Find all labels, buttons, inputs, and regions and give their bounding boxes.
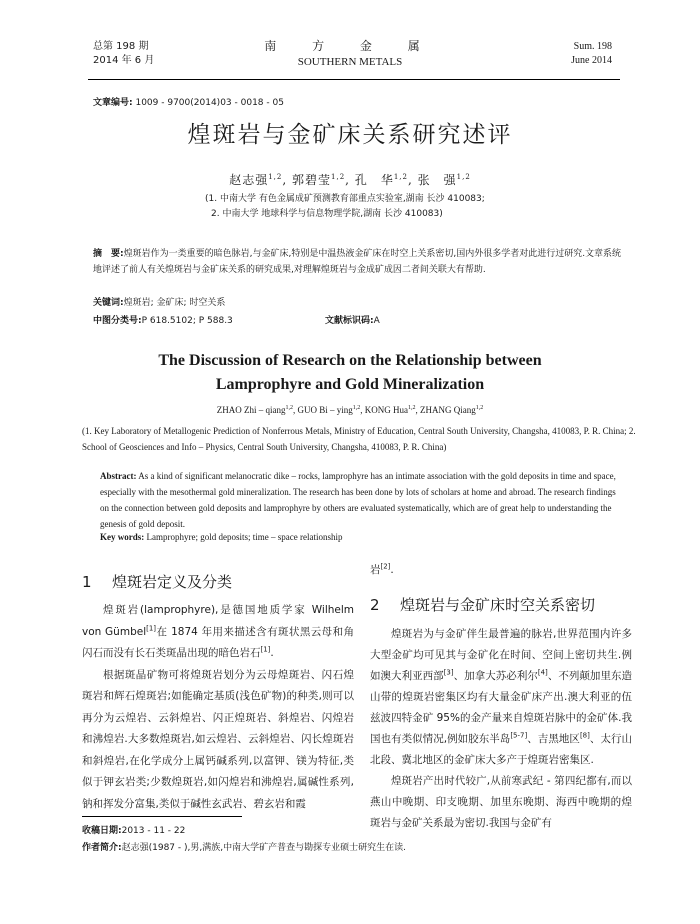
section-1-paragraph-2: 根据斑晶矿物可将煌斑岩划分为云母煌斑岩、闪石煌斑岩和辉石煌斑岩;如能确定基质(浅色矿物)的种类,则可以再分为云煌岩、云斜煌岩、闪正煌斑岩、斜煌岩、闪煌岩和沸煌岩.大多数煌斑岩,如云煌岩、云斜煌岩、闪长煌斑岩和斜煌岩,在化学成分上属钙碱系列,以富钾、镁为特征,类似于钾玄岩类;少数煌斑岩,如闪煌岩和沸煌岩,属碱性系列,钠和挥发分富集,类似于碱性玄武岩、碧玄岩和霞 <box>82 668 354 810</box>
author-affil-sup: 1,2 <box>456 173 471 181</box>
author-cn <box>418 173 471 187</box>
issue-number-en: Sum. 198 <box>573 41 612 52</box>
title-en <box>0 349 700 397</box>
keywords-cn-label: 关键词: <box>93 298 124 308</box>
paragraph-text: 、吉黑地区 <box>527 733 580 745</box>
affiliation-cn-1: (1. 中南大学 有色金属成矿预测教育部重点实验室,湖南 长沙 410083; <box>205 194 485 204</box>
paragraph-text: . <box>390 564 394 576</box>
author-affil-sup: 1,2 <box>475 405 484 411</box>
article-number <box>93 95 284 108</box>
author-name: 赵志强 <box>229 173 269 187</box>
author-cn <box>355 173 413 187</box>
author-name: ZHANG Qiang <box>420 405 476 415</box>
paragraph-text: 、太行山北段、冀北地区的金矿床大多产于煌斑岩密集区. <box>370 733 633 766</box>
author-bio-label: 作者简介: <box>82 843 122 853</box>
citation-ref: [1] <box>146 624 157 632</box>
author-bio <box>82 840 406 853</box>
abstract-en <box>100 468 620 532</box>
section-2-number: 2 <box>370 596 380 614</box>
author-name: KONG Hua <box>364 405 408 415</box>
author-sep: , <box>407 173 413 187</box>
author-bio-text: 赵志强(1987 - ),男,满族,中南大学矿产普查与勘探专业硕士研究生在读. <box>121 843 406 853</box>
citation-ref: [4] <box>537 668 548 677</box>
classification-label: 中图分类号: <box>93 316 142 326</box>
classification-number <box>93 313 233 326</box>
title-cn: 煌斑岩与金矿床关系研究述评 <box>187 122 513 148</box>
author-sep: , <box>415 405 420 415</box>
author-affil-sup: 1,2 <box>393 173 408 181</box>
author-name: 郭碧莹 <box>292 173 332 187</box>
section-1-title: 煌斑岩定义及分类 <box>112 573 233 591</box>
citation-ref: [2] <box>380 562 391 571</box>
author-name: 孔 华 <box>354 173 394 187</box>
paragraph-text: 煌斑岩为与金矿伴生最普遍的脉岩,世界范围内许多大型金矿均可见其与金矿化在时间、空间上密切共生.例如澳大利亚西部 <box>370 628 632 682</box>
header-divider <box>88 79 620 80</box>
author-affil-sup: 1,2 <box>408 405 416 411</box>
section-1-paragraph-1 <box>82 600 354 665</box>
author-en <box>297 405 364 415</box>
citation-ref: [1] <box>260 645 271 654</box>
right-column-continuation <box>370 562 394 577</box>
journal-issue-cn <box>93 40 154 68</box>
author-sep: , <box>360 405 365 415</box>
section-2-title: 煌斑岩与金矿床时空关系密切 <box>400 596 596 614</box>
affiliation-en: (1. Key Laboratory of Metallogenic Prediction of Nonferrous Metals, Ministry of Education, Central South University, Changsha, 410083, P. R. China; 2. School of Geosciences and Info – Physics, Central South University, Changsha, 410083, P. R. China) <box>82 426 636 452</box>
section-1-heading <box>82 571 232 592</box>
keywords-cn-text: 煌斑岩; 金矿床; 时空关系 <box>123 298 226 308</box>
paragraph-text: 岩 <box>370 564 381 576</box>
abstract-cn-text: 煌斑岩作为一类重要的暗色脉岩,与金矿床,特别是中温热液金矿床在时空上关系密切,国内外很多学者对此进行过研究.文章系统地评述了前人有关煌斑岩与金矿床关系的研究成果,对理解煌斑岩与金成矿成因二者间关联大有帮助. <box>93 249 622 275</box>
section-1-number: 1 <box>82 573 92 591</box>
left-column <box>82 600 354 815</box>
author-en <box>217 405 298 415</box>
keywords-en-label: Key words: <box>100 532 145 542</box>
authors-en <box>0 405 700 415</box>
author-affil-sup: 1,2 <box>285 405 293 411</box>
abstract-cn-label: 摘 要: <box>93 249 124 259</box>
authors-cn <box>0 171 700 188</box>
section-2-paragraph-1 <box>370 624 632 771</box>
paragraph-text: 、加拿大苏必利尔 <box>453 670 538 682</box>
received-date <box>82 823 185 836</box>
author-affil-sup: 1,2 <box>352 405 361 411</box>
abstract-en-label: Abstract: <box>100 471 137 481</box>
journal-name-cn: 南 方 金 属 <box>264 39 436 53</box>
section-2-paragraph-2: 煌斑岩产出时代较广,从前寒武纪 - 第四纪都有,而以燕山中晚期、印支晚期、加里东晚期、海西中晚期的煌斑岩与金矿关系最为密切.我国与金矿有 <box>370 775 632 829</box>
document-code <box>325 313 380 326</box>
affiliation-cn-2: 2. 中南大学 地球科学与信息物理学院,湖南 长沙 410083) <box>211 209 443 219</box>
author-cn <box>229 173 287 187</box>
keywords-en <box>100 532 342 542</box>
author-name: 张 强 <box>417 173 457 187</box>
author-cn <box>292 173 350 187</box>
citation-ref: [3] <box>443 668 454 677</box>
keywords-cn <box>93 295 225 308</box>
citation-ref: [5-7] <box>510 731 528 740</box>
keywords-en-text: Lamprophyre; gold deposits; time – space relationship <box>146 532 343 542</box>
abstract-en-text: As a kind of significant melanocratic dike – rocks, lamprophyre has an intimate association with the gold deposits in time and space, especially with the mesothermal gold mineralization. The research has been done by lots of scholars at home and abroad. The research findings on the connection between gold deposits and lamprophyre by others are evaluated systematically, which are of great help to understanding the genesis of gold deposit. <box>100 471 616 529</box>
right-column <box>370 624 632 834</box>
received-label: 收稿日期: <box>82 826 122 836</box>
journal-name <box>250 38 450 70</box>
paragraph-text: . <box>270 647 274 659</box>
citation-ref: [8] <box>579 731 590 740</box>
journal-issue-en <box>571 40 612 68</box>
author-name: ZHAO Zhi – qiang <box>216 405 286 415</box>
author-en <box>365 405 420 415</box>
affiliations-cn <box>205 192 485 222</box>
article-number-label: 文章编号: <box>93 98 133 108</box>
issue-date-cn: 2014 年 6 月 <box>93 55 155 66</box>
author-sep: , <box>282 173 288 187</box>
classification-value: P 618.5102; P 588.3 <box>141 316 233 326</box>
author-name: GUO Bi – ying <box>297 405 353 415</box>
document-code-label: 文献标识码: <box>325 316 374 326</box>
author-affil-sup: 1,2 <box>331 173 346 181</box>
paragraph-text: 在 1874 年用来描述含有斑状黑云母和角闪石而没有长石类斑晶出现的暗色岩石 <box>82 625 354 659</box>
author-sep: , <box>345 173 350 187</box>
author-sep: , <box>292 405 298 415</box>
title-en-line-2: Lamprophyre and Gold Mineralization <box>215 376 485 393</box>
paragraph-text: 煌斑岩(lamprophyre),是德国地质学家 Wilhelm von Gümbel <box>82 604 354 638</box>
article-number-value: 1009 - 9700(2014)03 - 0018 - 05 <box>135 98 284 108</box>
abstract-cn <box>93 246 623 278</box>
received-value: 2013 - 11 - 22 <box>121 826 186 836</box>
paragraph-text: 、不列颠加里东造山带的煌斑岩密集区均有大量金矿床产出.澳大利亚的伍兹波四特金矿 95%的金产量来自煌斑岩脉中的金矿体.我国也有类似情况,例如胶东半岛 <box>370 670 633 745</box>
title-en-line-1: The Discussion of Research on the Relationship between <box>158 352 542 369</box>
author-en <box>420 405 483 415</box>
footnote-divider <box>82 816 242 817</box>
issue-date-en: June 2014 <box>571 55 612 66</box>
author-affil-sup: 1,2 <box>268 173 283 181</box>
document-code-value: A <box>373 316 380 326</box>
section-2-heading <box>370 594 595 615</box>
issue-number-cn: 总第 198 期 <box>93 41 149 52</box>
journal-name-en: SOUTHERN METALS <box>297 56 403 68</box>
